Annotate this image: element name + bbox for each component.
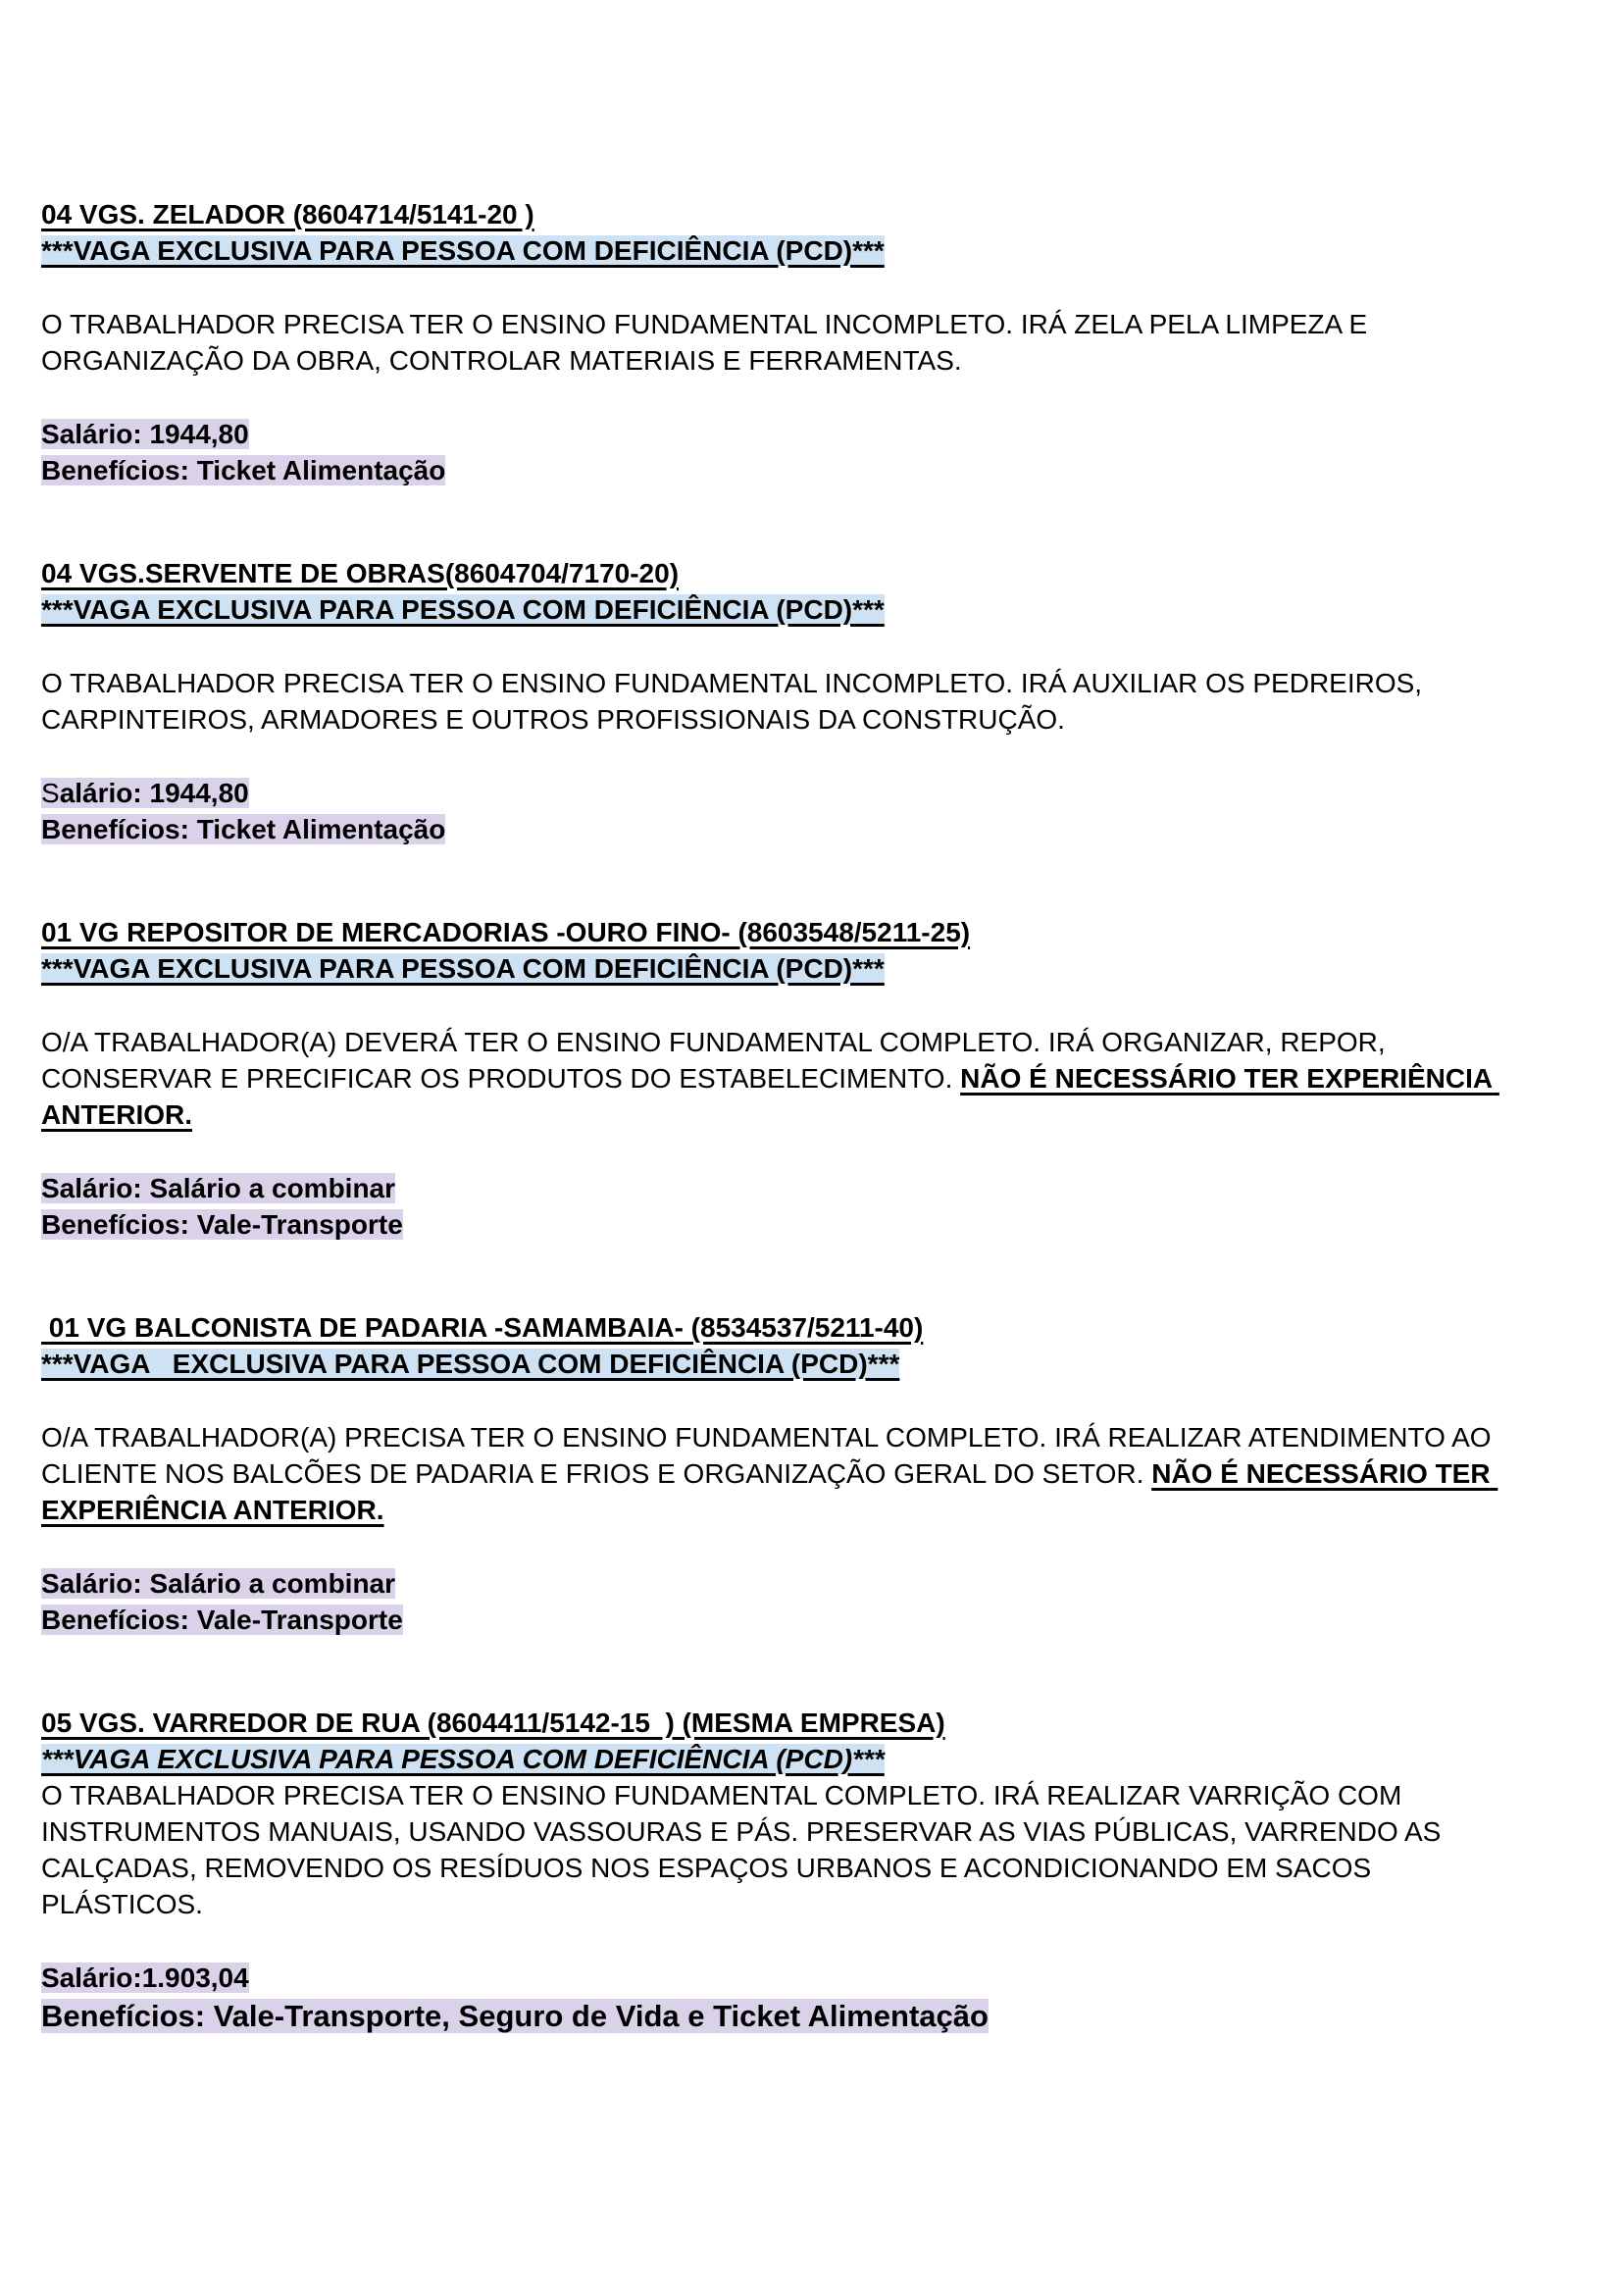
benefits-line bbox=[41, 811, 1511, 847]
salary-highlight bbox=[41, 778, 249, 808]
salary-text: Salário: Salário a combinar bbox=[41, 1173, 396, 1203]
job-description bbox=[41, 1777, 1511, 1922]
job-title bbox=[41, 1705, 1511, 1741]
salary-text: alário: 1944,80 bbox=[59, 778, 249, 808]
job-listing bbox=[41, 914, 1511, 1243]
benefits-line bbox=[41, 1996, 1511, 2037]
benefits-text: Benefícios: Ticket Alimentação bbox=[41, 455, 446, 485]
benefits-text: Benefícios: Vale-Transporte bbox=[41, 1209, 403, 1240]
job-description-text: O TRABALHADOR PRECISA TER O ENSINO FUNDAMENTAL INCOMPLETO. IRÁ ZELA PELA LIMPEZA E ORGANIZAÇÃO DA OBRA, CONTROLAR MATERIAIS E FERRAMENTAS. bbox=[41, 309, 1375, 376]
job-description bbox=[41, 306, 1511, 379]
job-title-text: 01 VG REPOSITOR DE MERCADORIAS -OURO FINO- (8603548/5211-25) bbox=[41, 917, 971, 947]
job-listing bbox=[41, 1705, 1511, 2037]
salary-benefits-block bbox=[41, 775, 1511, 847]
pcd-exclusive-text: ***VAGA EXCLUSIVA PARA PESSOA COM DEFICIÊNCIA (PCD)*** bbox=[41, 1744, 885, 1774]
salary-benefits-block bbox=[41, 1565, 1511, 1638]
job-title-text: 01 VG BALCONISTA DE PADARIA -SAMAMBAIA- (8534537/5211-40) bbox=[41, 1312, 924, 1343]
salary-benefits-block bbox=[41, 1960, 1511, 2037]
salary-prefix: S bbox=[41, 778, 60, 808]
job-description bbox=[41, 1419, 1511, 1528]
job-title bbox=[41, 1309, 1511, 1346]
pcd-exclusive-banner bbox=[41, 1741, 1511, 1777]
salary-highlight bbox=[41, 1963, 249, 1993]
benefits-text: Benefícios: Vale-Transporte bbox=[41, 1605, 403, 1635]
job-listing bbox=[41, 196, 1511, 488]
salary-text: Salário: Salário a combinar bbox=[41, 1568, 396, 1599]
job-description bbox=[41, 1024, 1511, 1133]
job-title bbox=[41, 196, 1511, 232]
salary-line bbox=[41, 1170, 1511, 1206]
pcd-exclusive-text: ***VAGA EXCLUSIVA PARA PESSOA COM DEFICIÊNCIA (PCD)*** bbox=[41, 953, 885, 984]
salary-text: Salário:1.903,04 bbox=[41, 1963, 249, 1993]
pcd-exclusive-text: ***VAGA EXCLUSIVA PARA PESSOA COM DEFICIÊNCIA (PCD)*** bbox=[41, 235, 885, 266]
pcd-exclusive-banner bbox=[41, 950, 1511, 987]
job-description-emphasis: NÃO É NECESSÁRIO TER EXPERIÊNCIA ANTERIOR. bbox=[41, 1063, 1499, 1130]
salary-line bbox=[41, 1960, 1511, 1996]
salary-highlight bbox=[41, 1173, 395, 1203]
benefits-line bbox=[41, 1602, 1511, 1638]
job-title bbox=[41, 914, 1511, 950]
salary-highlight bbox=[41, 1568, 395, 1599]
job-title bbox=[41, 555, 1511, 591]
benefits-text: Benefícios: Vale-Transporte, Seguro de Vida e Ticket Alimentação bbox=[41, 1999, 989, 2033]
salary-line bbox=[41, 1565, 1511, 1602]
pcd-exclusive-banner bbox=[41, 232, 1511, 269]
salary-text: Salário: 1944,80 bbox=[41, 419, 249, 449]
salary-benefits-block bbox=[41, 416, 1511, 488]
salary-benefits-block bbox=[41, 1170, 1511, 1243]
job-listing bbox=[41, 1309, 1511, 1638]
job-description-text: O/A TRABALHADOR(A) DEVERÁ TER O ENSINO FUNDAMENTAL COMPLETO. IRÁ ORGANIZAR, REPOR, CONSERVAR E PRECIFICAR OS PRODUTOS DO ESTABELECIMENTO. bbox=[41, 1027, 1394, 1094]
job-title-text: 04 VGS. ZELADOR (8604714/5141-20 ) bbox=[41, 199, 534, 229]
salary-highlight bbox=[41, 419, 249, 449]
benefits-line bbox=[41, 1206, 1511, 1243]
job-title-text: 05 VGS. VARREDOR DE RUA (8604411/5142-15 ) (MESMA EMPRESA) bbox=[41, 1708, 945, 1738]
benefits-text: Benefícios: Ticket Alimentação bbox=[41, 814, 446, 844]
job-listing bbox=[41, 555, 1511, 847]
job-description-emphasis: NÃO É NECESSÁRIO TER EXPERIÊNCIA ANTERIOR. bbox=[41, 1458, 1498, 1525]
pcd-exclusive-text: ***VAGA EXCLUSIVA PARA PESSOA COM DEFICIÊNCIA (PCD)*** bbox=[41, 1349, 900, 1379]
job-description-text: O TRABALHADOR PRECISA TER O ENSINO FUNDAMENTAL INCOMPLETO. IRÁ AUXILIAR OS PEDREIROS, CARPINTEIROS, ARMADORES E OUTROS PROFISSIONAIS DA CONSTRUÇÃO. bbox=[41, 668, 1430, 735]
salary-line bbox=[41, 775, 1511, 811]
job-description-text: O TRABALHADOR PRECISA TER O ENSINO FUNDAMENTAL COMPLETO. IRÁ REALIZAR VARRIÇÃO COM INSTRUMENTOS MANUAIS, USANDO VASSOURAS E PÁS. PRESERVAR AS VIAS PÚBLICAS, VARRENDO AS CALÇADAS, REMOVENDO OS RESÍDUOS NOS ESPAÇOS URBANOS E ACONDICIONANDO EM SACOS PLÁSTICOS. bbox=[41, 1780, 1449, 1919]
job-description-text: O/A TRABALHADOR(A) PRECISA TER O ENSINO FUNDAMENTAL COMPLETO. IRÁ REALIZAR ATENDIMENTO AO CLIENTE NOS BALCÕES DE PADARIA E FRIOS E ORGANIZAÇÃO GERAL DO SETOR. bbox=[41, 1422, 1499, 1489]
job-description bbox=[41, 665, 1511, 738]
pcd-exclusive-banner bbox=[41, 591, 1511, 628]
benefits-line bbox=[41, 452, 1511, 488]
salary-line bbox=[41, 416, 1511, 452]
job-title-text: 04 VGS.SERVENTE DE OBRAS(8604704/7170-20) bbox=[41, 558, 680, 588]
pcd-exclusive-text: ***VAGA EXCLUSIVA PARA PESSOA COM DEFICIÊNCIA (PCD)*** bbox=[41, 594, 885, 625]
pcd-exclusive-banner bbox=[41, 1346, 1511, 1382]
